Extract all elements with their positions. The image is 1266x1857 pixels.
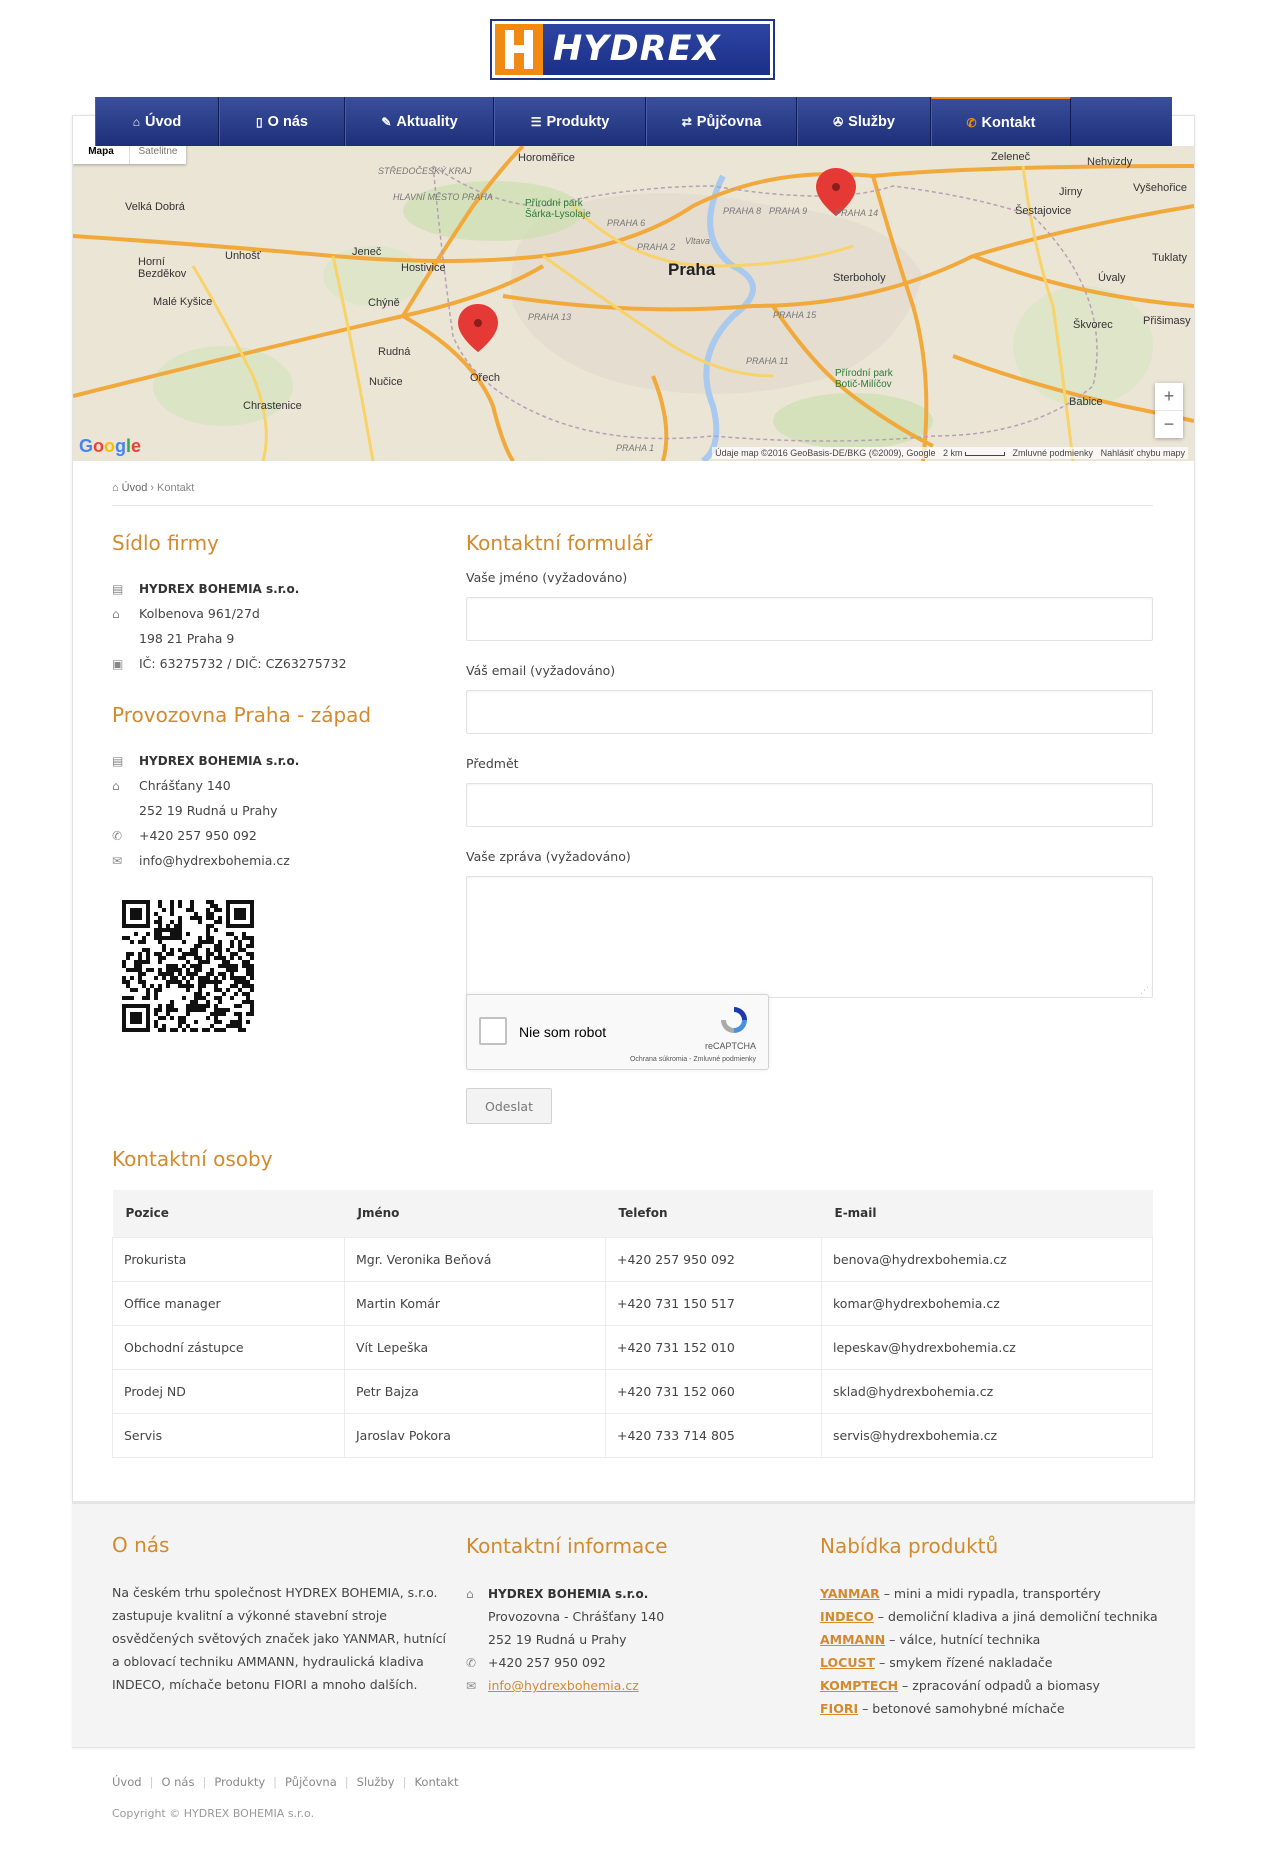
footer-about-title: O nás: [112, 1533, 170, 1557]
contacts-table: [112, 1190, 1153, 1458]
id-card-icon: ▣: [112, 656, 124, 671]
product-item: [820, 1582, 1180, 1605]
map-district-label: PRAHA 13: [528, 312, 572, 322]
building-icon: ▯: [256, 114, 263, 129]
nav-label: Aktuality: [396, 113, 458, 130]
product-link[interactable]: AMMANN: [820, 1632, 886, 1647]
cell-position: Obchodní zástupce: [113, 1325, 345, 1369]
recaptcha-terms[interactable]: Ochrana súkromia - Zmluvné podmienky: [629, 1056, 756, 1063]
hq-ids: IČ: 63275732 / DIČ: CZ63275732: [139, 656, 347, 671]
map-district-label: PRAHA 8: [723, 206, 762, 216]
product-item: [820, 1697, 1180, 1720]
map-label: Jeneč: [352, 246, 382, 258]
map-district-label: PRAHA 15: [773, 310, 817, 320]
company-info: [112, 531, 442, 873]
map-label: Chýně: [368, 297, 400, 309]
nav-item-uvod[interactable]: [95, 97, 219, 146]
hydrex-logo[interactable]: [490, 19, 775, 80]
bottom-nav: Úvod | O nás | Produkty | Půjčovna | Služby | Kontakt: [112, 1775, 459, 1789]
bottom-link-sluzby[interactable]: Služby: [356, 1775, 395, 1789]
map-label: Rudná: [378, 346, 411, 358]
cell-name: Martin Komár: [345, 1281, 606, 1325]
logo-inner: [495, 24, 770, 75]
product-link[interactable]: INDECO: [820, 1609, 874, 1624]
cell-email[interactable]: benova@hydrexbohemia.cz: [822, 1237, 1153, 1281]
bottom-link-uvod[interactable]: Úvod: [112, 1775, 142, 1789]
table-row: [113, 1413, 1153, 1457]
map-label: Nehvizdy: [1087, 156, 1133, 168]
map-label: Šestajovice: [1015, 205, 1072, 217]
cell-phone[interactable]: +420 731 152 060: [606, 1369, 822, 1413]
cell-name: Petr Bajza: [345, 1369, 606, 1413]
footer-products-title: Nabídka produktů: [820, 1534, 999, 1558]
map-label: Sterboholy: [833, 272, 886, 284]
product-desc: – válce, hutnící technika: [885, 1632, 1041, 1647]
footer-contact: [466, 1534, 766, 1697]
footer-line2: 252 19 Rudná u Prahy: [488, 1632, 627, 1647]
breadcrumb-home[interactable]: Úvod: [121, 482, 148, 494]
map-zoom-control: [1155, 383, 1183, 438]
breadcrumb-separator: ›: [150, 482, 155, 494]
map-district-label: PRAHA 9: [769, 206, 808, 216]
map-attribution-text: Údaje map ©2016 GeoBasis-DE/BKG (©2009), Google: [715, 448, 936, 458]
branch-title: Provozovna Praha - západ: [112, 703, 372, 727]
cell-name: Vít Lepeška: [345, 1325, 606, 1369]
main-nav: [95, 97, 1172, 146]
map-label: Jirny: [1059, 186, 1083, 198]
hq-company-row: [112, 576, 442, 601]
product-desc: – mini a midi rypadla, transportéry: [879, 1586, 1101, 1601]
nav-item-o-nas[interactable]: [219, 97, 345, 146]
map-label: Babice: [1069, 396, 1103, 408]
map-report-link[interactable]: Nahlásiť chybu mapy: [1100, 448, 1185, 458]
map-type-toggle: [73, 146, 186, 164]
map-roads: [73, 146, 1194, 461]
google-logo: Google: [79, 436, 142, 456]
cell-email[interactable]: lepeskav@hydrexbohemia.cz: [822, 1325, 1153, 1369]
map-label: Horoměřice: [518, 152, 575, 164]
map-label: Zeleneč: [991, 151, 1031, 163]
branch-city-row: [112, 798, 442, 823]
divider: [112, 505, 1153, 506]
retweet-icon: ⇄: [681, 114, 692, 129]
map-label: Chrastenice: [243, 400, 302, 412]
footer-line2-row: [466, 1628, 766, 1651]
map-district-label: PRAHA 1: [616, 443, 655, 453]
home-icon: ⌂: [112, 778, 120, 793]
hq-title: Sídlo firmy: [112, 531, 219, 555]
footer-company-row: [466, 1582, 766, 1605]
cell-phone[interactable]: +420 731 152 010: [606, 1325, 822, 1369]
name-input[interactable]: [466, 597, 1153, 641]
recaptcha-label: Nie som robot: [519, 1024, 607, 1040]
cell-phone[interactable]: +420 733 714 805: [606, 1413, 822, 1457]
map-label: Vyšehořice: [1133, 182, 1188, 194]
branch-street-row: [112, 773, 442, 798]
branch-phone-row: [112, 823, 442, 848]
footer-phone-row: [466, 1651, 766, 1674]
table-row: [113, 1325, 1153, 1369]
hq-street-row: [112, 601, 442, 626]
logo-text: HYDREX: [553, 29, 721, 69]
cell-position: Prokurista: [113, 1237, 345, 1281]
nav-label: Úvod: [145, 113, 182, 130]
map-district-label: PRAHA 11: [746, 356, 789, 366]
hq-city-row: [112, 626, 442, 651]
cell-email[interactable]: komar@hydrexbohemia.cz: [822, 1281, 1153, 1325]
cell-email[interactable]: sklad@hydrexbohemia.cz: [822, 1369, 1153, 1413]
subject-label: Předmět: [466, 756, 519, 771]
product-link[interactable]: YANMAR: [820, 1586, 880, 1601]
home-icon: ⌂: [112, 482, 119, 494]
map-label: Úvaly: [1098, 272, 1126, 284]
product-link[interactable]: LOCUST: [820, 1655, 875, 1670]
branch-company: HYDREX BOHEMIA s.r.o.: [139, 753, 300, 768]
nav-label: Půjčovna: [696, 113, 762, 130]
map-label: Škvorec: [1073, 319, 1113, 331]
name-field-group: [466, 570, 1153, 641]
map-label: Horní Bezděkov: [138, 256, 187, 280]
nav-label: Kontakt: [981, 114, 1036, 131]
branch-company-row: [112, 748, 442, 773]
contacts-title: Kontaktní osoby: [112, 1147, 273, 1171]
recaptcha-checkbox[interactable]: [479, 1017, 507, 1045]
map-label: Vltava: [685, 236, 711, 246]
zoom-out-button[interactable]: −: [1155, 410, 1183, 437]
hq-block: [112, 576, 442, 676]
column-header: E-mail: [822, 1190, 1153, 1237]
nav-label: Služby: [848, 113, 895, 130]
logo-h-mark: [495, 24, 543, 75]
column-header: Pozice: [113, 1190, 345, 1237]
cell-phone[interactable]: +420 257 950 092: [606, 1237, 822, 1281]
nav-item-aktuality[interactable]: [345, 97, 494, 146]
subject-input[interactable]: [466, 783, 1153, 827]
email-input[interactable]: [466, 690, 1153, 734]
phone-icon: ✆: [966, 115, 977, 130]
cell-position: Prodej ND: [113, 1369, 345, 1413]
map-label: Unhošť: [225, 250, 261, 262]
recaptcha-logo-icon: [718, 1004, 750, 1036]
map-district-label: PRAHA 6: [607, 218, 646, 228]
form-title: Kontaktní formulář: [466, 531, 653, 555]
nav-item-sluzby[interactable]: [797, 97, 931, 146]
subject-field-group: [466, 756, 1153, 827]
map-label: Ořech: [470, 372, 500, 384]
google-map[interactable]: [73, 146, 1194, 461]
footer-email-link[interactable]: info@hydrexbohemia.cz: [488, 1678, 639, 1693]
map-label-park: Přírodní park Botič-Milíčov: [835, 368, 893, 390]
footer-email-row: [466, 1674, 766, 1697]
product-link[interactable]: FIORI: [820, 1701, 859, 1716]
map-district-label: PRAHA 2: [637, 242, 676, 252]
branch-street: Chrášťany 140: [139, 778, 231, 793]
branch-email-row: [112, 848, 442, 873]
branch-phone[interactable]: +420 257 950 092: [139, 828, 257, 843]
table-row: [113, 1281, 1153, 1325]
table-header-row: [113, 1190, 1153, 1237]
product-item: [820, 1605, 1180, 1628]
map-scale[interactable]: 2 km: [942, 448, 963, 458]
breadcrumb-current: Kontakt: [157, 482, 195, 494]
nav-item-pujcovna[interactable]: [646, 97, 797, 146]
hq-company: HYDREX BOHEMIA s.r.o.: [139, 581, 300, 596]
product-desc: – zpracování odpadů a biomasy: [898, 1678, 1100, 1693]
map-attribution: [712, 447, 1188, 459]
product-desc: – betonové samohybné míchače: [858, 1701, 1065, 1716]
email-field-group: [466, 663, 1153, 734]
map-label: Velká Dobrá: [125, 201, 185, 213]
branch-email[interactable]: info@hydrexbohemia.cz: [139, 853, 290, 868]
news-icon: ✎: [381, 114, 392, 129]
nav-label: Produkty: [546, 113, 610, 130]
map-label: Nučice: [369, 376, 403, 388]
message-field-group: [466, 849, 1153, 998]
cell-position: Servis: [113, 1413, 345, 1457]
wrench-icon: ✇: [833, 114, 844, 129]
map-label: Hostivice: [401, 262, 446, 274]
copyright: Copyright © HYDREX BOHEMIA s.r.o.: [112, 1807, 315, 1820]
column-header: Jméno: [345, 1190, 606, 1237]
submit-button[interactable]: Odeslat: [466, 1088, 552, 1124]
hq-ids-row: [112, 651, 442, 676]
qr-code: [122, 900, 254, 1032]
home-icon: ⌂: [112, 606, 120, 621]
footer-line1-row: [466, 1605, 766, 1628]
footer-contact-title: Kontaktní informace: [466, 1534, 668, 1558]
contact-form: [466, 531, 1153, 998]
cell-name: Mgr. Veronika Beňová: [345, 1237, 606, 1281]
map-district-label: PRAHA 14: [835, 208, 879, 218]
cell-email[interactable]: servis@hydrexbohemia.cz: [822, 1413, 1153, 1457]
recaptcha-brand: reCAPTCHA: [704, 1041, 756, 1051]
bottom-link-produkty[interactable]: Produkty: [214, 1775, 266, 1789]
map-label: Malé Kyšice: [153, 296, 213, 308]
nav-label: O nás: [267, 113, 308, 130]
branch-city: 252 19 Rudná u Prahy: [139, 803, 278, 818]
envelope-icon: ✉: [466, 1678, 477, 1693]
building-icon: ▤: [112, 753, 124, 768]
product-link[interactable]: KOMPTECH: [820, 1678, 899, 1693]
email-label: Váš email (vyžadováno): [466, 663, 616, 678]
product-item: [820, 1628, 1180, 1651]
map-label-park: Přírodní park Šárka-Lysolaje: [525, 198, 591, 220]
home-icon: ⌂: [132, 114, 140, 129]
hq-street: Kolbenova 961/27d: [139, 606, 260, 621]
phone-icon: ✆: [112, 828, 123, 843]
message-textarea[interactable]: [466, 876, 1153, 998]
map-label: Tuklaty: [1152, 252, 1188, 264]
building-icon: ▤: [112, 581, 124, 596]
column-header: Telefon: [606, 1190, 822, 1237]
cell-phone[interactable]: +420 731 150 517: [606, 1281, 822, 1325]
resize-grip-icon[interactable]: ⋰: [1140, 986, 1149, 996]
footer-products: [820, 1534, 1180, 1720]
breadcrumb: [112, 482, 194, 494]
nav-item-kontakt[interactable]: [931, 97, 1071, 146]
map-district-label: STŘEDOČESKÝ KRAJ: [378, 166, 472, 176]
map-type-map[interactable]: Mapa: [88, 146, 114, 157]
product-item: [820, 1651, 1180, 1674]
bottom-link-pujcovna[interactable]: Půjčovna: [285, 1775, 337, 1789]
footer-line1: Provozovna - Chrášťany 140: [488, 1609, 665, 1624]
home-icon: ⌂: [466, 1586, 474, 1601]
envelope-icon: ✉: [112, 853, 123, 868]
map-terms-link[interactable]: Zmluvné podmienky: [1012, 448, 1094, 458]
message-label: Vaše zpráva (vyžadováno): [466, 849, 631, 864]
table-row: [113, 1237, 1153, 1281]
phone-icon: ✆: [466, 1655, 477, 1670]
bottom-link-o-nas[interactable]: O nás: [161, 1775, 195, 1789]
branch-block: [112, 748, 442, 873]
recaptcha-widget: [466, 994, 769, 1070]
product-item: [820, 1674, 1180, 1697]
footer-phone[interactable]: +420 257 950 092: [488, 1655, 606, 1670]
product-desc: – demoliční kladiva a jiná demoliční technika: [873, 1609, 1158, 1624]
map-label: Přišimasy: [1143, 315, 1191, 327]
bottom-link-kontakt[interactable]: Kontakt: [414, 1775, 459, 1789]
nav-item-produkty[interactable]: [494, 97, 646, 146]
cell-name: Jaroslav Pokora: [345, 1413, 606, 1457]
cell-position: Office manager: [113, 1281, 345, 1325]
footer-about-text: Na českém trhu společnost HYDREX BOHEMIA, s.r.o. zastupuje kvalitní a výkonné stavební stroje osvědčených světových značek jako YANMAR, hutnící a oblovací techniku AMMANN, hydraulická kladiva INDECO, míchače betonu FIORI a mnoho dalších.: [112, 1585, 447, 1692]
name-label: Vaše jméno (vyžadováno): [466, 570, 628, 585]
map-label-praha: Praha: [668, 260, 716, 279]
footer-company: HYDREX BOHEMIA s.r.o.: [488, 1586, 649, 1601]
zoom-in-button[interactable]: +: [1163, 386, 1175, 406]
footer: [72, 1501, 1195, 1748]
map-district-label: HLAVNÍ MĚSTO PRAHA: [393, 192, 493, 202]
product-desc: – smykem řízené nakladače: [875, 1655, 1053, 1670]
table-row: [113, 1369, 1153, 1413]
map-type-satellite[interactable]: Satelitne: [129, 146, 186, 164]
footer-about: [112, 1534, 452, 1696]
list-icon: ☰: [530, 114, 542, 129]
hq-city: 198 21 Praha 9: [139, 631, 235, 646]
